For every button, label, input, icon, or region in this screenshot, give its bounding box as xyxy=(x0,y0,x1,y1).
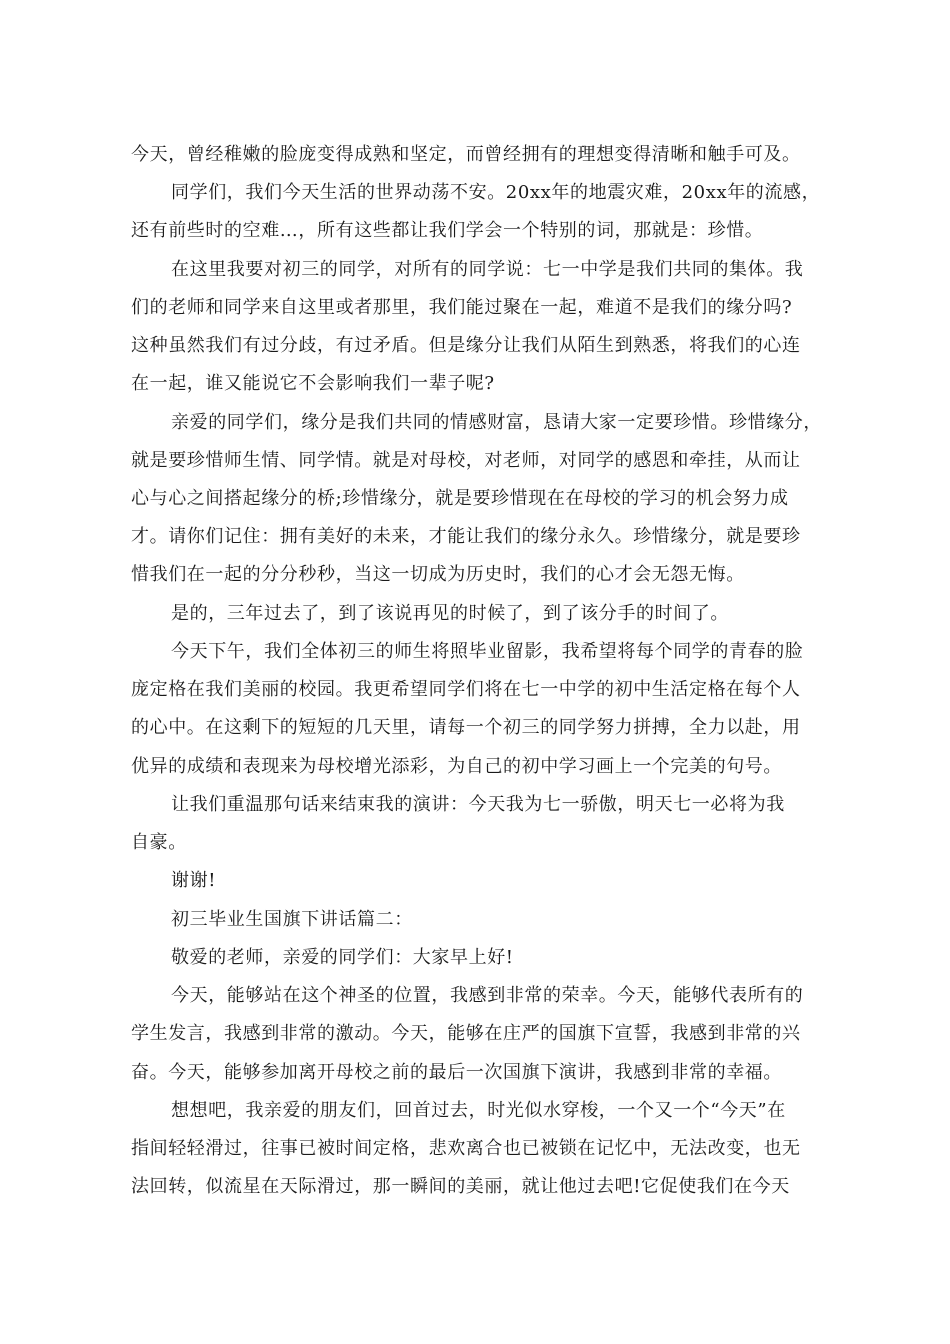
text-line: 同学们，我们今天生活的世界动荡不安。20xx年的地震灾难，20xx年的流感， xyxy=(171,182,821,203)
text-line: 在这里我要对初三的同学，对所有的同学说：七一中学是我们共同的集体。我 xyxy=(171,259,804,280)
text-line: 优异的成绩和表现来为母校增光添彩，为自己的初中学习画上一个完美的句号。 xyxy=(131,756,782,777)
text-line: 的心中。在这剩下的短短的几天里，请每一个初三的同学努力拼搏，全力以赴，用 xyxy=(131,717,801,738)
text-line: 今天，能够站在这个神圣的位置，我感到非常的荣幸。今天，能够代表所有的 xyxy=(171,985,804,1006)
text-line: 还有前些时的空难…，所有这些都让我们学会一个特别的词，那就是：珍惜。 xyxy=(131,220,764,241)
text-line: 在一起，谁又能说它不会影响我们一辈子呢? xyxy=(131,373,495,394)
text-line: 谢谢! xyxy=(171,870,217,891)
text-line: 想想吧，我亲爱的朋友们，回首过去，时光似水穿梭，一个又一个“今天”在 xyxy=(171,1100,786,1121)
text-line: 让我们重温那句话来结束我的演讲：今天我为七一骄傲，明天七一必将为我 xyxy=(171,794,785,815)
text-line: 庞定格在我们美丽的校园。我更希望同学们将在七一中学的初中生活定格在每个人 xyxy=(131,679,801,700)
text-line: 奋。今天，能够参加离开母校之前的最后一次国旗下演讲，我感到非常的幸福。 xyxy=(131,1062,782,1083)
text-line: 才。请你们记住：拥有美好的未来，才能让我们的缘分永久。珍惜缘分，就是要珍 xyxy=(131,526,801,547)
text-line: 学生发言，我感到非常的激动。今天，能够在庄严的国旗下宣誓，我感到非常的兴 xyxy=(131,1023,801,1044)
text-line: 今天下午，我们全体初三的师生将照毕业留影，我希望将每个同学的青春的脸 xyxy=(171,641,804,662)
text-line: 惜我们在一起的分分秒秒，当这一切成为历史时，我们的心才会无怨无悔。 xyxy=(131,564,745,585)
text-line: 今天，曾经稚嫩的脸庞变得成熟和坚定，而曾经拥有的理想变得清晰和触手可及。 xyxy=(131,144,801,165)
text-line: 自豪。 xyxy=(131,832,187,853)
text-line: 敬爱的老师，亲爱的同学们：大家早上好! xyxy=(171,947,514,968)
text-line: 指间轻轻滑过，往事已被时间定格，悲欢离合也已被锁在记忆中，无法改变，也无 xyxy=(131,1138,801,1159)
text-line: 们的老师和同学来自这里或者那里，我们能过聚在一起，难道不是我们的缘分吗? xyxy=(131,297,793,318)
text-line: 亲爱的同学们，缘分是我们共同的情感财富，恳请大家一定要珍惜。珍惜缘分， xyxy=(171,412,822,433)
text-line: 心与心之间搭起缘分的桥;珍惜缘分，就是要珍惜现在在母校的学习的机会努力成 xyxy=(131,488,789,509)
text-line: 法回转，似流星在天际滑过，那一瞬间的美丽，就让他过去吧!它促使我们在今天 xyxy=(131,1176,790,1197)
text-line: 就是要珍惜师生情、同学情。就是对母校，对老师，对同学的感恩和牵挂，从而让 xyxy=(131,450,801,471)
text-line: 是的，三年过去了，到了该说再见的时候了，到了该分手的时间了。 xyxy=(171,603,729,624)
section-heading: 初三毕业生国旗下讲话篇二： xyxy=(171,909,413,930)
text-line: 这种虽然我们有过分歧，有过矛盾。但是缘分让我们从陌生到熟悉，将我们的心连 xyxy=(131,335,801,356)
